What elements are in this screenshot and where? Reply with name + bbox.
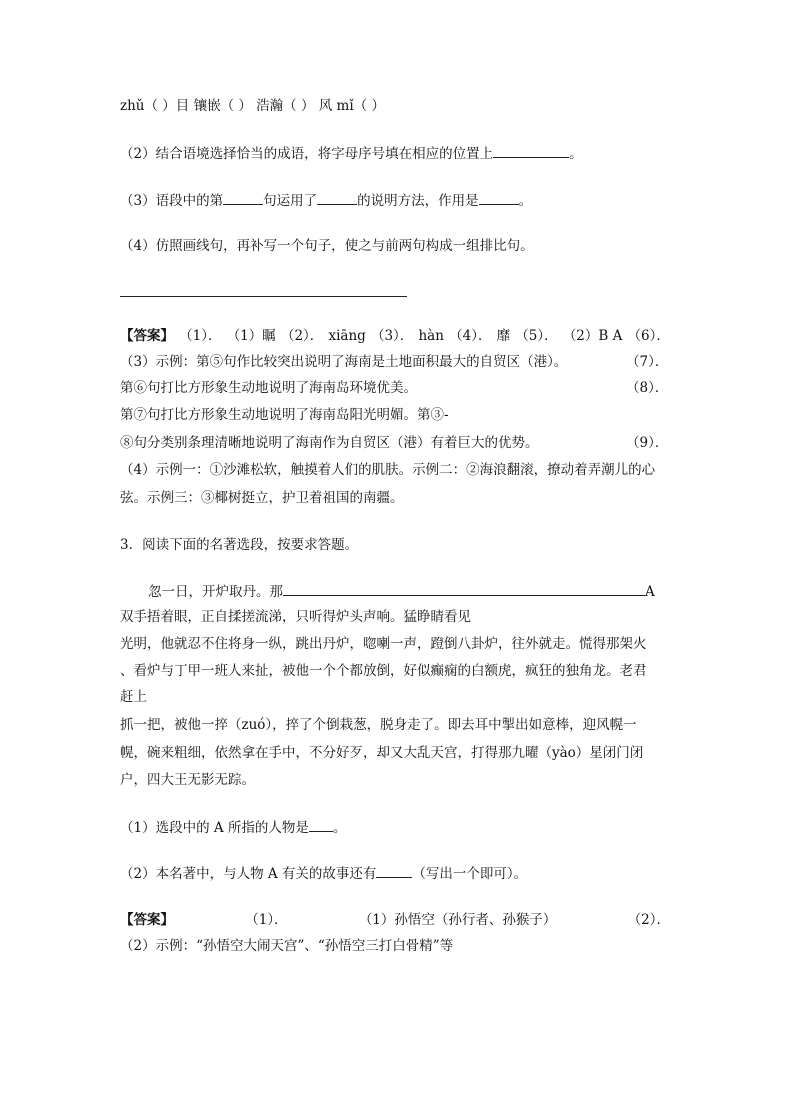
answer-item: 靡 <box>496 328 511 344</box>
pinyin-fill-line: zhǔ（ ）目 镶嵌（ ） 浩瀚（ ） 风 mǐ（ ） <box>120 98 385 114</box>
passage-line-2: 双手捂着眼，正自揉搓流涕，只听得炉头声响。猛睁睛看见 <box>120 609 471 625</box>
passage-line-5: 赶上 <box>120 689 147 705</box>
answer-item: （2）． <box>627 912 670 928</box>
passage-underline <box>283 581 645 596</box>
passage-line-6: 抓一把，被他一捽（zuó），捽了个倒栽葱，脱身走了。即去耳中掣出如意棒，迎风幌一 <box>120 717 637 733</box>
answer-item: （1）孙悟空（孙行者、孙猴子） <box>358 912 557 928</box>
answer-row-3-num: （8）． <box>626 380 669 396</box>
answer-label: 【答案】 <box>120 912 174 928</box>
question-3-sub2 <box>120 863 527 884</box>
subquestion-2 <box>120 143 583 164</box>
answer-row-1 <box>120 326 670 346</box>
subquestion-3-part-b: 句运用了 <box>263 193 318 209</box>
subquestion-2-text: （2）结合语境选择恰当的成语，将字母序号填在相应的位置上 <box>120 146 494 162</box>
answer-blank <box>317 190 357 205</box>
passage-line-1 <box>148 581 655 602</box>
subquestion-3-part-a: （3）语段中的第 <box>120 193 224 209</box>
answer-item: （2）B A <box>562 328 623 344</box>
answer-item: xiāng <box>328 328 366 344</box>
passage-marker-a: A <box>645 584 655 600</box>
answer2-row-2: （2）示例：“孙悟空大闹天宫”、“孙悟空三打白骨精”等 <box>120 938 454 954</box>
answer-item: （6）． <box>627 328 670 344</box>
answer-row-7: 弦。示例三：③椰树挺立，护卫着祖国的南疆。 <box>120 490 404 506</box>
subquestion-3 <box>120 190 532 211</box>
answer-item: hàn <box>418 328 444 344</box>
answer-item: （4）． <box>449 328 492 344</box>
answer-item: （1）． <box>245 912 288 928</box>
answer-row-4: 第⑦句打比方形象生动地说明了海南岛阳光明媚。第③- <box>120 407 449 423</box>
answer-item: （1）瞩 <box>226 328 276 344</box>
answer-row-5: ⑧句分类别条理清晰地说明了海南作为自贸区（港）有着巨大的优势。 <box>120 435 539 451</box>
answer-row-2-num: （7）． <box>626 354 669 370</box>
answer-blank <box>376 863 412 878</box>
subquestion-4: （4）仿照画线句，再补写一个句子，使之与前两句构成一组排比句。 <box>120 238 534 254</box>
answer-underline <box>120 296 407 297</box>
sub2-end: （写出一个即可）。 <box>412 866 528 882</box>
sub2-text: （2）本名著中，与人物 A 有关的故事还有 <box>120 866 377 882</box>
sub1-text: （1）选段中的 A 所指的人物是 <box>120 820 309 836</box>
answer-item: （1）． <box>179 328 222 344</box>
answer-item: （3）． <box>370 328 414 344</box>
answer-item: （5）． <box>515 328 558 344</box>
answer-blank <box>223 190 263 205</box>
answer2-row-1 <box>120 910 670 930</box>
passage-line-4: 、看炉与丁甲一班人来扯，被他一个个都放倒，好似癫痫的白额虎，疯狂的独角龙。老君 <box>120 663 647 679</box>
subquestion-2-end: 。 <box>569 146 583 162</box>
passage-line-8: 户，四大王无影无踪。 <box>120 772 255 788</box>
question-3-sub1 <box>120 817 346 838</box>
subquestion-3-part-d: 。 <box>518 193 533 209</box>
answer-blank <box>493 143 569 158</box>
passage-text: 忽一日，开炉取丹。那 <box>148 584 283 600</box>
answer-row-5-num: （9）． <box>626 435 669 451</box>
passage-line-3: 光明，他就忍不住将身一纵，跳出丹炉，唿喇一声，蹬倒八卦炉，往外就走。慌得那架火 <box>120 636 647 652</box>
subquestion-3-part-c: 的说明方法，作用是 <box>357 193 479 209</box>
question-3-title: 3．阅读下面的名著选段，按要求答题。 <box>120 537 359 553</box>
sub1-end: 。 <box>332 820 347 836</box>
answer-item: （2）． <box>280 328 324 344</box>
answer-blank <box>309 817 333 832</box>
answer-row-2: （3）示例：第⑤句作比较突出说明了海南是土地面积最大的自贸区（港）。 <box>120 354 568 370</box>
answer-blank <box>479 190 519 205</box>
answer-row-6: （4）示例一：①沙滩松软，触摸着人们的肌肤。示例二：②海浪翻滚，撩动着弄潮儿的心 <box>120 462 656 478</box>
passage-line-7: 幌，碗来粗细，依然拿在手中，不分好歹，却又大乱天宫，打得那九曜（yào）星闭门闭 <box>120 745 644 761</box>
answer-label: 【答案】 <box>120 328 174 344</box>
answer-row-3: 第⑥句打比方形象生动地说明了海南岛环境优美。 <box>120 380 417 396</box>
